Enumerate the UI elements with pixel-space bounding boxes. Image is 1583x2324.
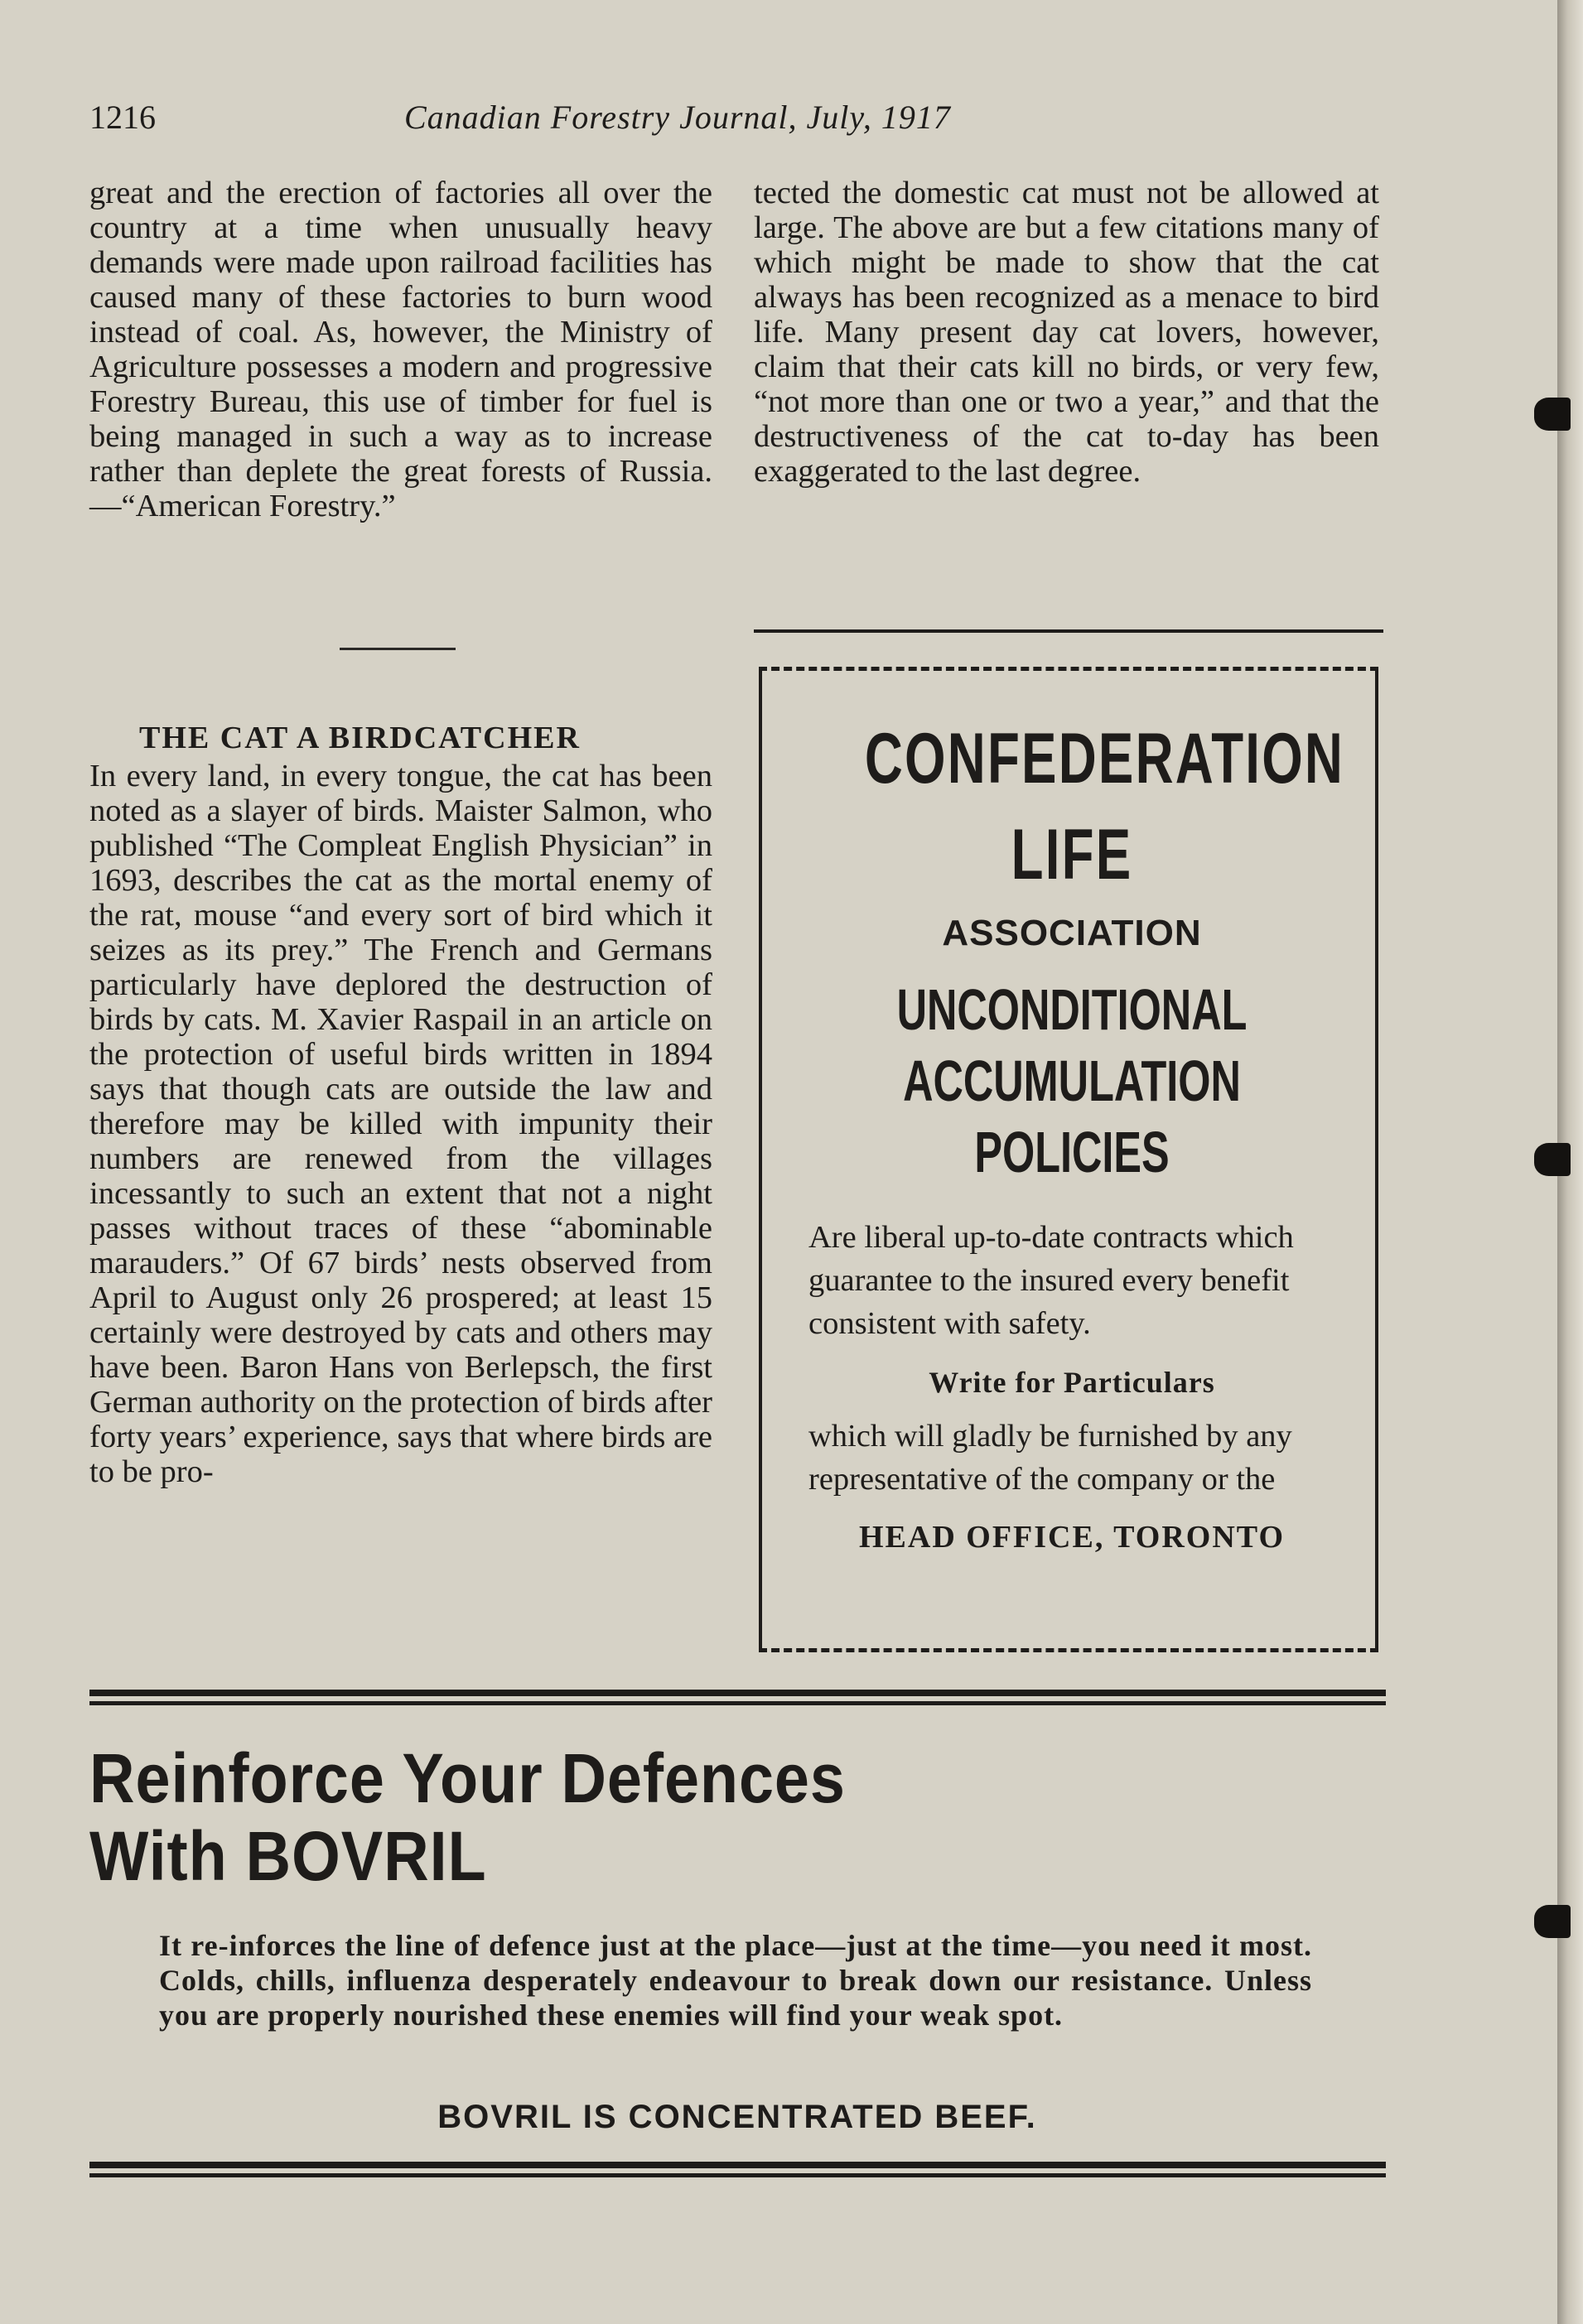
binding-clip <box>1534 1905 1571 1938</box>
ad-description-2: which will gladly be furnished by any representative of the company or the <box>808 1419 1292 1497</box>
bovril-tagline: BOVRIL IS CONCENTRATED BEEF. <box>437 2099 1037 2135</box>
ad-border-top <box>89 1701 1386 1705</box>
cat-article-body-left: In every land, in every tongue, the cat has been noted as a slayer of birds. Maister Salmon, who published “The Compleat English Physician” in 1693, describes the cat as the mortal enemy of the rat, mouse “and every sort of bird which it seizes as its prey.” The French and Germans particularly have deplored the destruction of birds by cats. M. Xavier Raspail in an article on the protection of useful birds written in 1894 says that though cats are outside the law and therefore may be killed with impunity their numbers are renewed from the villages incessantly to such an extent that not a night passes without traces of these “abominable marauders.” Of 67 birds’ nests observed from April to August only 26 prospered; at least 15 certainly were destroyed by cats and others may have been. Baron Hans von Berlepsch, the first German authority on the protection of birds after forty years’ experience, says that where birds are to be pro- <box>89 759 712 1489</box>
ad-border-bottom <box>89 2162 1386 2168</box>
section-divider <box>340 648 456 650</box>
cat-article-right <box>754 176 1379 489</box>
ad-description: Are liberal up-to-date contracts which guarantee to the insured every benefit consistent with safety. <box>808 1220 1294 1341</box>
ad-association: ASSOCIATION <box>942 913 1202 953</box>
bovril-title-line: With BOVRIL <box>89 1817 487 1895</box>
bovril-ad-body: It re-inforces the line of defence just at the place—just at the time—you need it most. Colds, chills, influenza desperately endeavour to break down our resistance. Unless you are properly nourished these enemies will find your weak spot. <box>159 1929 1312 2032</box>
article-continued <box>89 176 712 523</box>
bovril-title-line: Reinforce Your Defences <box>89 1739 846 1817</box>
ad-company-name-life: LIFE <box>1011 815 1133 894</box>
article-continued-text: great and the erection of factories all over the country at a time when unusually heavy demands were made upon railroad facilities has caused many of these factories to burn wood instead of coal. As, however, the Ministry of Agriculture possesses a modern and progressive Forestry Bureau, this use of timber for fuel is being managed in such a way as to increase rather than deplete the great forests of Russia.—“American Forestry.” <box>89 176 712 523</box>
column-rule <box>754 629 1383 633</box>
ad-company-name: CONFEDERATION <box>864 719 1345 798</box>
ad-policy-line: ACCUMULATION <box>903 1049 1241 1113</box>
page-header <box>89 98 1382 139</box>
ad-call-to-action: Write for Particulars <box>929 1366 1215 1399</box>
ad-head-office: HEAD OFFICE, TORONTO <box>858 1520 1286 1555</box>
page-number: 1216 <box>89 99 156 136</box>
binding-clip <box>1534 398 1571 431</box>
cat-article-left <box>89 721 712 1489</box>
running-title: Canadian Forestry Journal, July, 1917 <box>404 99 951 136</box>
ad-policy-line: POLICIES <box>974 1120 1170 1184</box>
cat-article-heading: THE CAT A BIRDCATCHER <box>139 721 581 755</box>
bovril-ad-title <box>89 1739 1252 1895</box>
ad-policy-line: UNCONDITIONAL <box>896 977 1248 1042</box>
ad-border-top <box>89 1690 1386 1696</box>
binding-clip <box>1534 1143 1571 1176</box>
cat-article-body-right: tected the domestic cat must not be allowed at large. The above are but a few citations many of which might be made to show that the cat always has been recognized as a menace to bird life. Many present day cat lovers, however, claim that their cats kill no birds, or very few, “not more than one or two a year,” and that the destructiveness of the cat to-day has been exaggerated to the last degree. <box>754 176 1379 489</box>
confederation-life-ad <box>759 667 1378 1652</box>
ad-border-bottom <box>89 2173 1386 2177</box>
